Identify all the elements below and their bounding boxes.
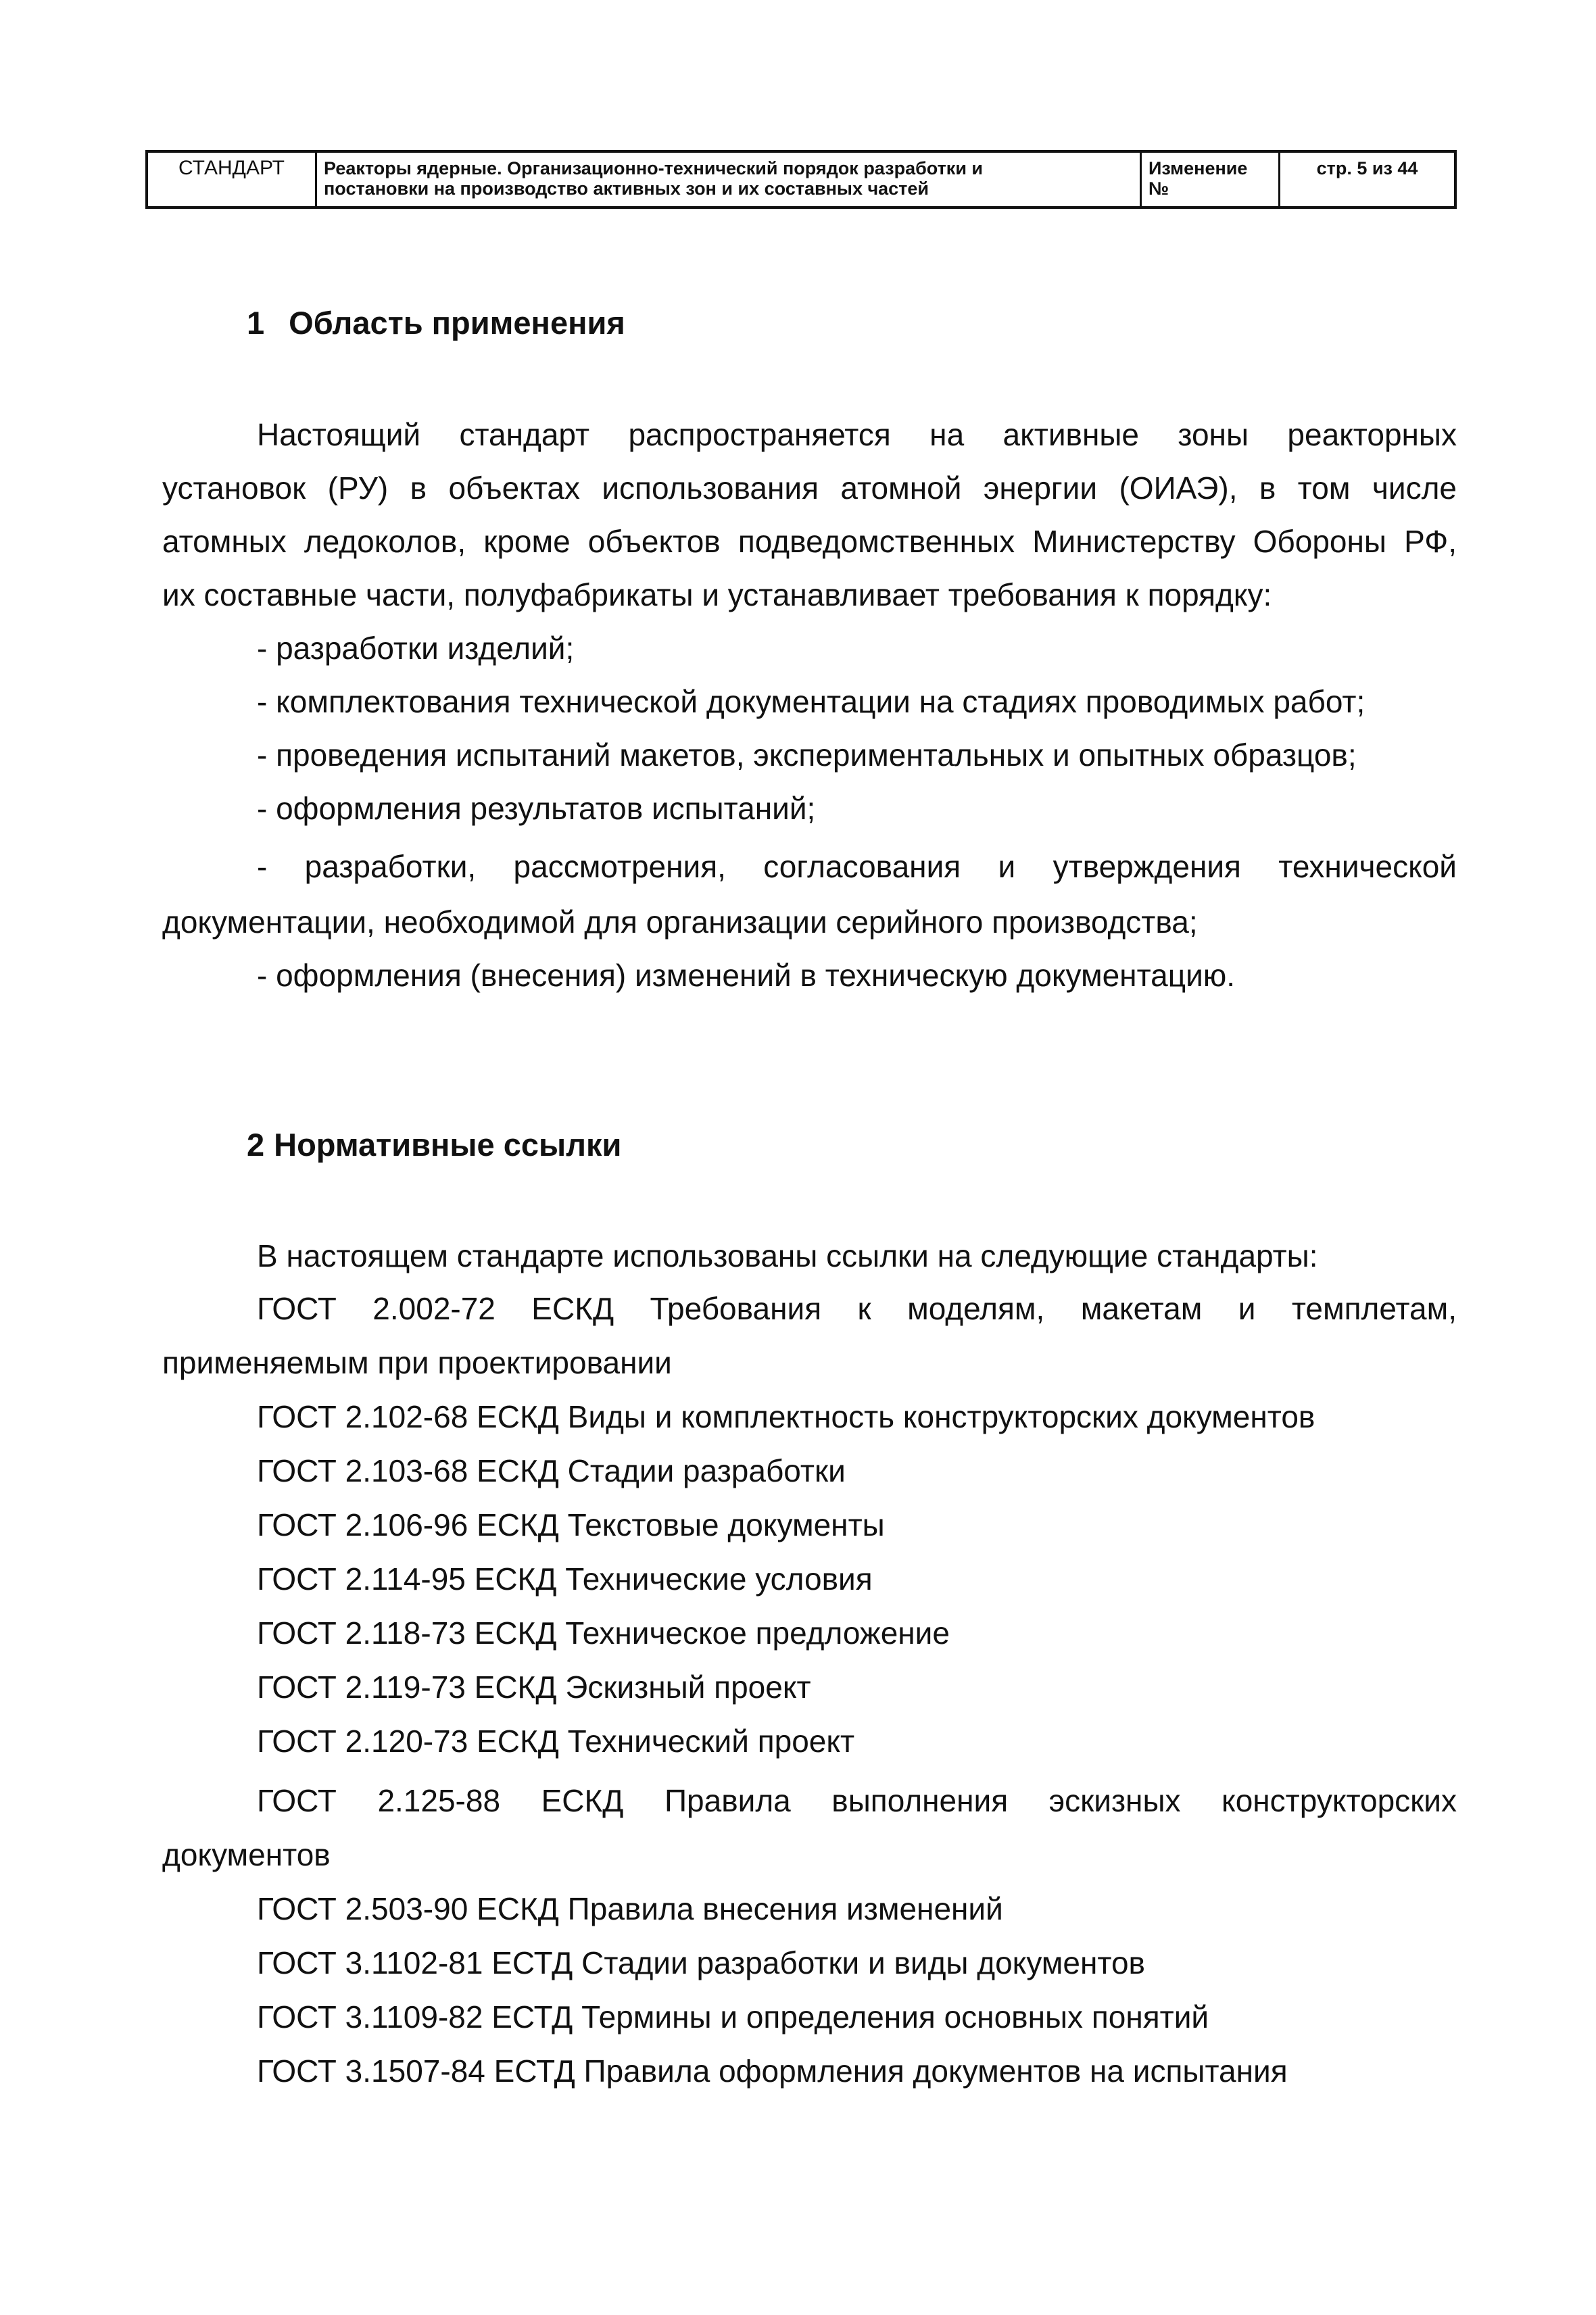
document-header [145,150,1457,209]
section-1-title: Область применения [289,305,625,341]
standard-label: СТАНДАРТ [148,153,317,206]
section-2-heading [247,1125,621,1165]
document-title-line-2: постановки на производство активных зон и их составных частей [324,178,929,199]
reference-item: ГОСТ 3.1507-84 ЕСТД Правила оформления документов на испытания [257,2053,1288,2089]
paragraph-line: установок (РУ) в объектах использования атомной энергии (ОИАЭ), в том числе [162,470,1457,506]
change-label: Изменение [1148,158,1248,178]
reference-item: ГОСТ 2.503-90 ЕСКД Правила внесения изменений [257,1891,1003,1926]
section-2-intro: В настоящем стандарте использованы ссылки на следующие стандарты: [257,1238,1318,1273]
reference-item: ГОСТ 2.119-73 ЕСКД Эскизный проект [257,1670,811,1705]
reference-item: ГОСТ 2.120-73 ЕСКД Технический проект [257,1724,855,1759]
list-item: - оформления (внесения) изменений в техническую документацию. [257,958,1236,993]
reference-item: ГОСТ 2.125-88 ЕСКД Правила выполнения эскизных конструкторских [257,1783,1457,1818]
reference-item: ГОСТ 2.102-68 ЕСКД Виды и комплектность конструкторских документов [257,1399,1315,1434]
list-item: - разработки изделий; [257,631,575,666]
reference-item: ГОСТ 3.1102-81 ЕСТД Стадии разработки и виды документов [257,1945,1145,1980]
paragraph-line: атомных ледоколов, кроме объектов подведомственных Министерству Обороны РФ, [162,524,1457,559]
reference-item: ГОСТ 3.1109-82 ЕСТД Термины и определения основных понятий [257,1999,1209,2034]
section-2-number: 2 [247,1127,265,1163]
reference-item-continuation: документов [162,1837,331,1872]
reference-item: ГОСТ 2.002-72 ЕСКД Требования к моделям, макетам и темплетам, [257,1291,1457,1326]
list-item: - проведения испытаний макетов, экспериментальных и опытных образцов; [257,737,1357,773]
reference-item: ГОСТ 2.103-68 ЕСКД Стадии разработки [257,1453,846,1488]
paragraph-line: Настоящий стандарт распространяется на активные зоны реакторных [257,417,1457,452]
reference-item: ГОСТ 2.106-96 ЕСКД Текстовые документы [257,1507,885,1542]
reference-item-continuation: применяемым при проектировании [162,1345,672,1380]
page-number: стр. 5 из 44 [1316,158,1418,178]
document-title-line-1: Реакторы ядерные. Организационно-технический порядок разработки и [324,158,984,178]
section-1-number: 1 [247,305,265,341]
list-item: - разработки, рассмотрения, согласования и утверждения технической [257,849,1457,884]
section-1-heading [247,303,625,343]
reference-item: ГОСТ 2.118-73 ЕСКД Техническое предложение [257,1615,950,1651]
document-title [317,153,1142,206]
change-cell [1142,153,1280,206]
section-2-title: Нормативные ссылки [274,1127,622,1163]
change-number: № [1148,178,1169,199]
list-item: - оформления результатов испытаний; [257,791,816,826]
list-item: - комплектования технической документации на стадиях проводимых работ; [257,684,1365,719]
paragraph-line: их составные части, полуфабрикаты и устанавливает требования к порядку: [162,577,1272,612]
reference-item: ГОСТ 2.114-95 ЕСКД Технические условия [257,1561,873,1597]
list-item-continuation: документации, необходимой для организации серийного производства; [162,904,1198,940]
